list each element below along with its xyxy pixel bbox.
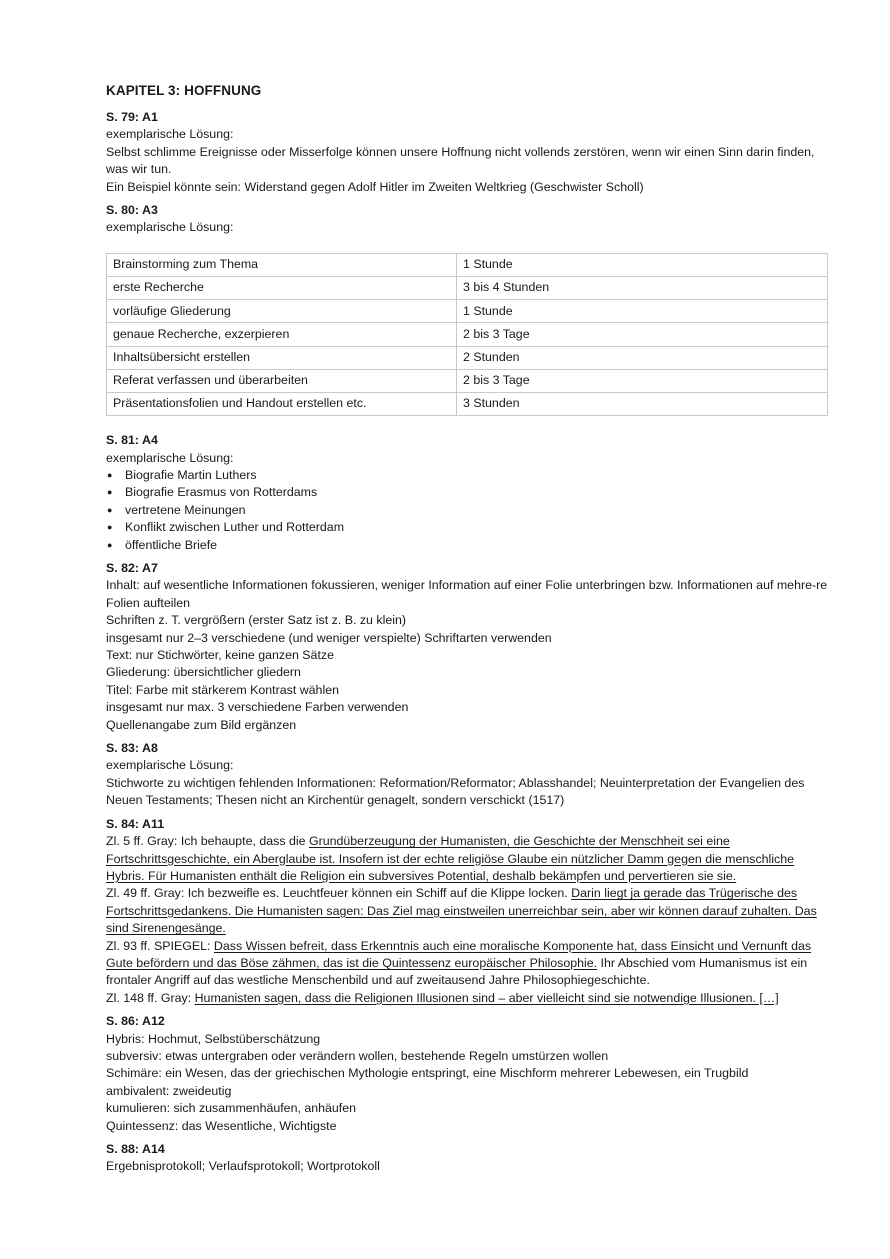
text-line: Hybris: Hochmut, Selbstüberschätzung <box>106 1031 321 1046</box>
text-line: kumulieren: sich zusammenhäufen, anhäufen <box>106 1101 357 1116</box>
text-line: Schriften z. T. vergrößern (erster Satz ist z. B. zu klein) <box>106 613 406 628</box>
section-s81 <box>106 432 828 554</box>
section-heading: S. 83: A8 <box>106 741 158 756</box>
table-row <box>107 323 828 346</box>
quote-paragraph <box>106 990 828 1007</box>
section-heading: S. 81: A4 <box>106 433 158 448</box>
task-cell: erste Recherche <box>107 277 457 300</box>
text-line: Schimäre: ein Wesen, das der griechischen Mythologie entspringt, eine Mischform mehrerer Lebewesen, ein Trugbild <box>106 1066 749 1081</box>
section-s83 <box>106 740 828 810</box>
section-heading: S. 80: A3 <box>106 203 158 218</box>
quote-ref: Zl. 49 ff. Gray: Ich bezweifle es. Leuchtfeuer können ein Schiff auf die Klippe locken. <box>106 886 572 901</box>
quote-ref: Zl. 148 ff. Gray: <box>106 990 195 1005</box>
section-heading: S. 88: A14 <box>106 1142 165 1156</box>
text-line: insgesamt nur max. 3 verschiedene Farben verwenden <box>106 700 409 715</box>
time-cell: 1 Stunde <box>457 300 828 323</box>
text-line: Selbst schlimme Ereignisse oder Misserfolge können unsere Hoffnung nicht vollends zerstören, wenn wir einen Sinn darin finden, was wir tun. <box>106 144 815 177</box>
text-line: Quellenangabe zum Bild ergänzen <box>106 717 297 732</box>
time-cell: 2 Stunden <box>457 346 828 369</box>
text-line: Gliederung: übersichtlicher gliedern <box>106 665 301 680</box>
quote-ref: Zl. 5 ff. Gray: Ich behaupte, dass die <box>106 834 309 849</box>
section-s84 <box>106 816 828 1007</box>
quote-paragraph <box>106 885 828 937</box>
table-row <box>107 253 828 276</box>
time-plan-table <box>106 253 828 416</box>
task-cell: Brainstorming zum Thema <box>107 253 457 276</box>
underlined-quote: Humanisten sagen, dass die Religionen Illusionen sind – aber vielleicht sind sie notwendige Illusionen. […] <box>194 990 779 1005</box>
text-line: Text: nur Stichwörter, keine ganzen Sätze <box>106 648 334 663</box>
list-item: ● Konflikt zwischen Luther und Rotterdam <box>106 519 828 536</box>
bullet-list <box>106 467 828 554</box>
text-line: Quintessenz: das Wesentliche, Wichtigste <box>106 1118 337 1133</box>
list-item: ● vertretene Meinungen <box>106 502 828 519</box>
time-cell: 2 bis 3 Tage <box>457 369 828 392</box>
task-cell: vorläufige Gliederung <box>107 300 457 323</box>
text-line: insgesamt nur 2–3 verschiedene (und weniger verspielte) Schriftarten verwenden <box>106 630 552 645</box>
underlined-quote: Darin liegt ja gerade das Trügerische des Fortschrittsgedankens. Die Humanisten sagen: Das Ziel mag einstweilen unerreichbar sein, aber wir können darauf zuhalten. Das sind Sirenengesänge. <box>106 886 817 936</box>
chapter-title: KAPITEL 3: HOFFNUNG <box>106 83 262 98</box>
section-s80 <box>106 202 828 416</box>
quote-ref: Zl. 93 ff. SPIEGEL: <box>106 938 214 953</box>
list-item: ● Biografie Erasmus von Rotterdams <box>106 484 828 501</box>
table-row <box>107 277 828 300</box>
list-item: ● öffentliche Briefe <box>106 537 828 554</box>
table-row <box>107 300 828 323</box>
text-line: Ein Beispiel könnte sein: Widerstand gegen Adolf Hitler im Zweiten Weltkrieg (Geschwister Scholl) <box>106 179 644 194</box>
text-line: Inhalt: auf wesentliche Informationen fokussieren, weniger Information auf einer Folie unterbringen bzw. Informationen auf mehre-re Folien aufteilen <box>106 578 828 610</box>
section-heading: S. 86: A12 <box>106 1014 165 1029</box>
table-row <box>107 346 828 369</box>
task-cell: Präsentationsfolien und Handout erstellen etc. <box>107 392 457 415</box>
list-item: ● Biografie Martin Luthers <box>106 467 828 484</box>
time-cell: 3 Stunden <box>457 392 828 415</box>
section-s86 <box>106 1013 828 1135</box>
text-line: exemplarische Lösung: <box>106 127 234 142</box>
section-heading: S. 82: A7 <box>106 561 158 575</box>
quote-paragraph <box>106 833 828 885</box>
time-cell: 2 bis 3 Tage <box>457 323 828 346</box>
text-line: Stichworte zu wichtigen fehlenden Informationen: Reformation/Reformator; Ablasshandel; Neuinterpretation der Evangelien des Neuen Testaments; Thesen nicht an Kirchentür genagelt, sondern verschickt (1517) <box>106 775 805 808</box>
task-cell: Inhaltsübersicht erstellen <box>107 346 457 369</box>
section-s82 <box>106 560 828 734</box>
quote-paragraph <box>106 938 828 990</box>
text-line: subversiv: etwas untergraben oder verändern wollen, bestehende Regeln umstürzen wollen <box>106 1048 609 1063</box>
text-line: exemplarische Lösung: <box>106 450 234 465</box>
document-content <box>106 82 828 1182</box>
text-line: ambivalent: zweideutig <box>106 1083 232 1098</box>
section-heading: S. 84: A11 <box>106 816 165 831</box>
time-cell: 3 bis 4 Stunden <box>457 277 828 300</box>
text-line: exemplarische Lösung: <box>106 220 234 235</box>
text-line: Ergebnisprotokoll; Verlaufsprotokoll; Wortprotokoll <box>106 1159 380 1174</box>
time-cell: 1 Stunde <box>457 253 828 276</box>
section-heading: S. 79: A1 <box>106 110 158 124</box>
task-cell: genaue Recherche, exzerpieren <box>107 323 457 346</box>
text-line: Titel: Farbe mit stärkerem Kontrast wählen <box>106 682 339 697</box>
quote-rest: Ihr Abschied vom Humanismus ist ein frontaler Angriff auf das westliche Menschenbild und auf zweitausend Jahre Philosophiegeschichte. <box>106 955 808 988</box>
task-cell: Referat verfassen und überarbeiten <box>107 369 457 392</box>
underlined-quote: Dass Wissen befreit, dass Erkenntnis auch eine moralische Komponente hat, dass Einsicht und Vernunft das Gute befördern und das Böse zähmen, das ist die Quintessenz europäischer Philosophie. <box>106 938 812 970</box>
section-s79 <box>106 109 828 196</box>
table-row <box>107 392 828 415</box>
table-row <box>107 369 828 392</box>
section-s88 <box>106 1141 828 1176</box>
text-line: exemplarische Lösung: <box>106 758 234 773</box>
underlined-quote: Grundüberzeugung der Humanisten, die Geschichte der Menschheit sei eine Fortschrittsgeschichte, ein Aberglaube ist. Insofern ist der echte religiöse Glaube ein nützlicher Damm gegen die menschliche Hybris. Für Humanisten enthält die Religion ein subversives Potential, deshalb bekämpfen und pervertieren sie sie. <box>106 834 795 883</box>
